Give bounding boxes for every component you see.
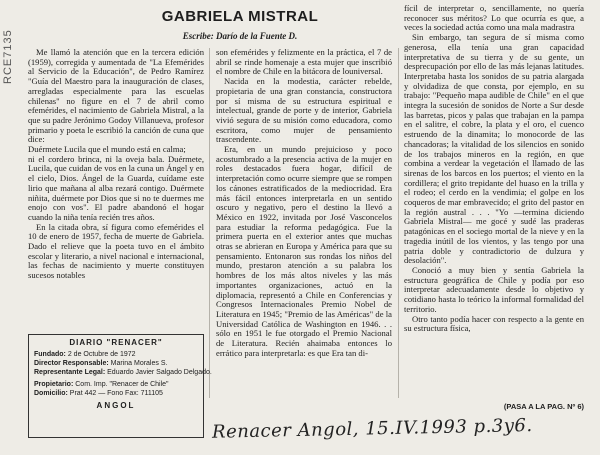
paragraph: fícil de interpretar o, sencillamente, no quería reconocer sus méritos? Lo que ocurría es que, a veces la sociedad actúa como una mala madrastra — [404, 3, 584, 33]
column-divider — [398, 48, 399, 398]
masthead-founded: Fundado: 2 de Octubre de 1972 — [34, 351, 136, 358]
article-column-1 — [28, 48, 204, 332]
masthead-city: ANGOL — [96, 401, 136, 410]
paragraph: Conoció a muy bien y sentía Gabriela la estructura geográfica de Chile y podía por eso interpretar adecuadamente desde lo objetivo y cotidiano hasta lo teórico la informal formalidad del territorio. — [404, 264, 584, 314]
column-divider — [209, 48, 210, 398]
masthead-box — [28, 334, 212, 438]
archive-stamp: RCE7135 — [2, 29, 14, 84]
masthead-director: Director Responsable: Marina Morales S. — [34, 360, 168, 367]
paragraph: Otro tanto podía hacer con respecto a la gente en su estructura física, — [404, 313, 584, 334]
paragraph: ni el cordero brinca, ni la oveja bala. Duérmete, Lucila, que cuidan de vos en la cuna un Ángel y en el cielo, Dios. Ángel de la Guarda, cuídame este lirio que mañana al alba rezará contigo. Duérmete niñita, duérmete por Dios que si no te duermes me enojo con vos". El padre abandonó el hogar cuando la niña tenía recién tres años. — [28, 153, 204, 222]
article-column-2 — [216, 48, 392, 404]
paragraph: En la citada obra, sí figura como efemérides el 10 de enero de 1957, fecha de muerte de Gabriela. Dado el relieve que la poeta tuvo en el ámbito escolar y literario, a nivel nacional e internacional, las fechas de nacimiento y muerte constituyen sucesos notables — [28, 221, 204, 281]
paragraph: Me llamó la atención que en la tercera edición (1959), corregida y aumentada de "La Efemérides al Servicio de la Educación", de Pedro Ramírez "Guía del Maestro para la inauguración de clases, arregladas especialmente para las escuelas chilenas" no figure en el 7 de abril como efemérides, el nacimiento de Gabriela Mistral, a la que su padre Jerónimo Godoy Villanueva, profesor primario y poeta le escribió la canción de cuna que dice: — [28, 47, 204, 145]
continuation-note: (PASA A LA PAG. Nº 6) — [503, 402, 584, 411]
article-column-3 — [404, 4, 584, 402]
handwritten-citation: Renacer Angol, 15.IV.1993 p.3y6. — [211, 415, 533, 443]
article-title: GABRIELA MISTRAL — [161, 8, 319, 25]
paragraph: Nacida en la modestia, carácter rebelde, propietaria de una gran constancia, constructora por sí misma de su estructura espiritual e intelectual, grande de porte y de interior, Gabriela vivió segura de su misión como educadora, como escritora, como mujer de pensamiento trascendente. — [216, 76, 392, 145]
masthead-representative: Representante Legal: Eduardo Javier Salgado Delgado. — [34, 369, 212, 376]
paragraph: Era, en un mundo prejuicioso y poco acostumbrado a la presencia activa de la mujer en roles destacados fuera hogar, difícil de interpretación como ocurre siempre que se rompen los cánones estratificados de la mediocridad. Era más fácil entonces interpretarla en un sentido oscuro y negativo, pero el destino la llevó a México en 1922, invitada por José Vasconcelos para estudiar la reforma pedagógica. Fue la primera puerta en el exterior antes que muchas otras se abrieran en Europa y América para que su pensamiento. Entonaron sus rondas los niños del mundo, prestaron atención a su palabra los hombres de los más altos niveles y las más importantes organizaciones, actuó en la diplomacia, representó a Chile en Conferencias y Congresos Internacionales Premio Nobel de Literatura en 1945; "Premio de las Américas" de la Universidad Católica de Washington en 1946. . . sólo en 1951 le fue otorgado el Premio Nacional de Literatura. Recién ahaimaba entonces lo errático para interpretarla: es que Era tan di- — [216, 144, 392, 358]
masthead-owner: Propietario: Com. Imp. "Renacer de Chile" — [34, 381, 169, 388]
paragraph: Duérmete Lucila que el mundo está en calma; — [28, 144, 186, 155]
masthead-name: DIARIO "RENACER" — [69, 338, 163, 347]
article-byline: Escribe: Darío de la Fuente D. — [182, 31, 298, 41]
paragraph: son efemérides y felizmente en la práctica, el 7 de abril se rinde homenaje a esta mujer que inscribió el nombre de Chile en la bitácora de louniversal. — [216, 47, 392, 77]
masthead-address: Domicilio: Prat 442 — Fono Fax: 711105 — [34, 390, 163, 397]
paragraph: Sin embargo, tan segura de sí misma como generosa, ella tenía una gran capacidad interpretativa de su tierra y de su gente, un desprecupación por ello de las más lejanas latitudes. Interpretaba hasta los sonidos de su patria alargada y olvidadiza de que consta, por ejemplo, en su trabajo: "Pequeño mapa audible de Chile" en el que integra la sucesión de sonidos de Norte a Sur desde las barretas, picos y palas que trabajan en la pampa en el salitre, el cobre, la plata y el oro, el cuenco estruendo de la dinamita; lo monocorde de las chancadoras; la vitalidad de los silencios en sonido de los trabajos mineros en la región, en que combina a verdear la vegetación el llamado de las sirenas de los barcos en los puertos; el viento en la cordillera; el grito trepidante del huaso en la trilla y el rodeo; el cerdo en la vendimia; el golpe en los coqueros de mar embravecido; el grito del pastor en la región austral . . . "Yo —termina diciendo Gabriela Mistral— me gocé y sudé las praderas patagónicas en el sociego mortal de la nieve y en la tragedia inútil de los vientos, y las tengo por una patria doble y contradictorio de dulzura y desolación". — [404, 32, 584, 266]
